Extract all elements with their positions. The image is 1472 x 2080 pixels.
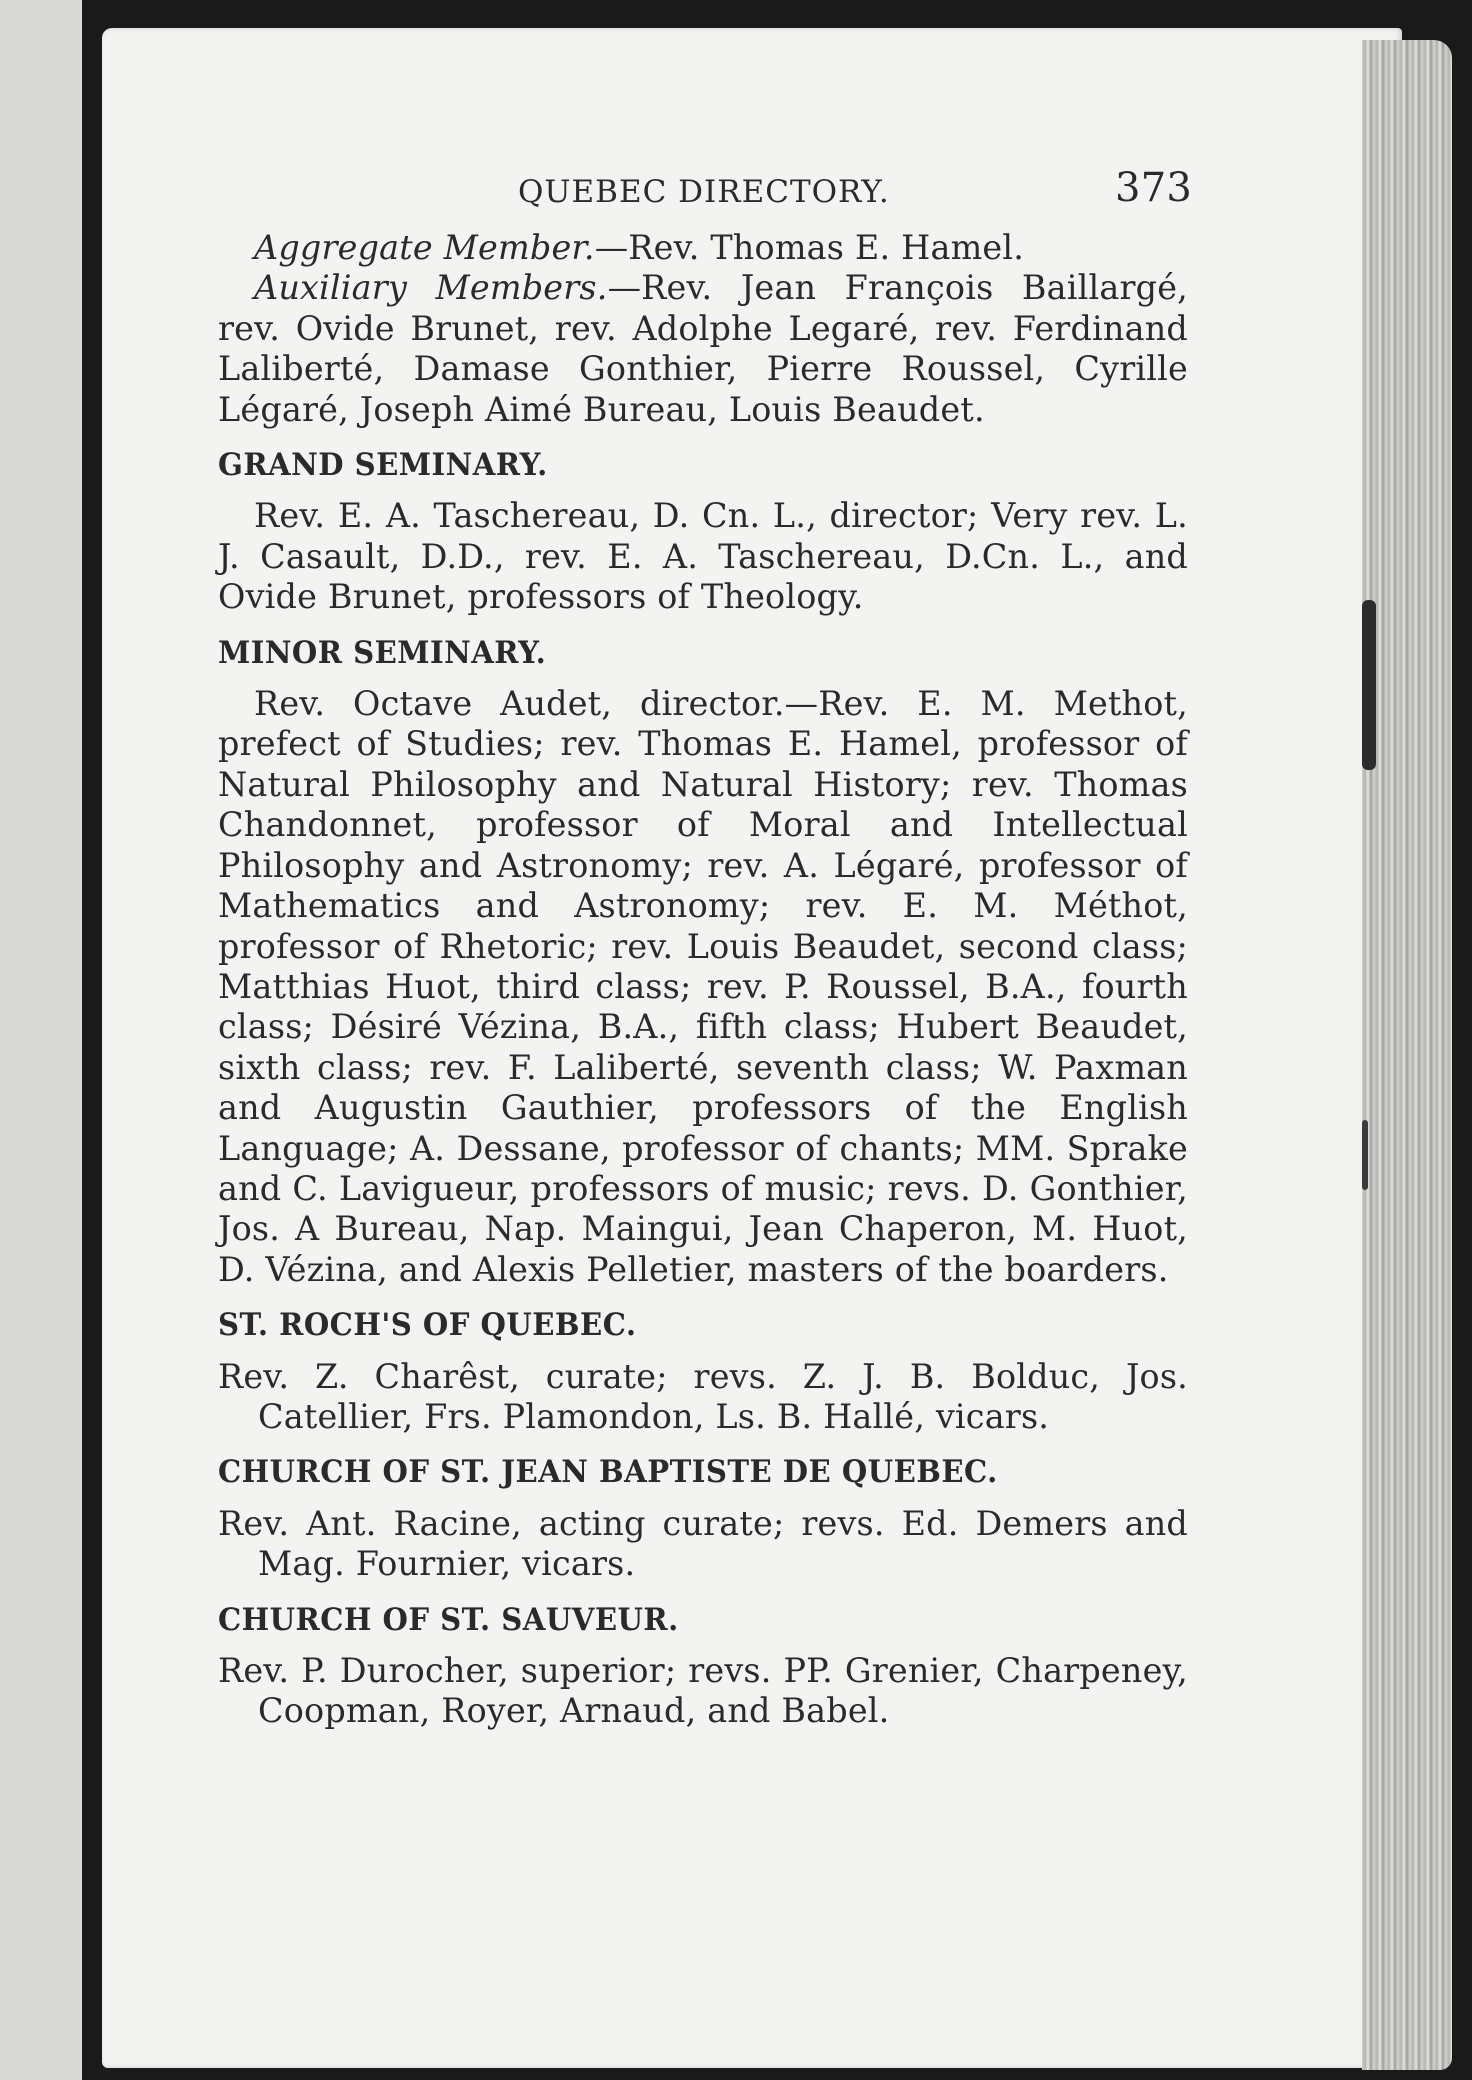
facing-page-edge — [0, 0, 92, 2080]
auxiliary-members-entry — [218, 268, 1188, 430]
page-content — [218, 165, 1192, 1732]
section-text-minor-seminary: Rev. Octave Audet, director.—Rev. E. M. Methot, prefect of Studies; rev. Thomas E. Hamel, professor of Natural Philosophy and Natural History; rev. Thomas Chandonnet, professor of Moral and Intellectual Philosophy and Astronomy; rev. A. Légaré, professor of Mathematics and Astronomy; rev. E. M. Méthot, professor of Rhetoric; rev. Louis Beaudet, second class; Matthias Huot, third class; rev. P. Roussel, B.A., fourth class; Désiré Vézina, B.A., fifth class; Hubert Beaudet, sixth class; rev. F. Laliberté, seventh class; W. Paxman and Augustin Gauthier, professors of the English Language; A. Dessane, professor of chants; MM. Sprake and C. Lavigueur, professors of music; revs. D. Gonthier, Jos. A Bureau, Nap. Maingui, Jean Chaperon, M. Huot, D. Vézina, and Alexis Pelletier, masters of the boarders. — [218, 684, 1188, 1289]
aggregate-member-entry — [218, 228, 1188, 268]
edge-mark — [1362, 1120, 1368, 1190]
page-edges — [1362, 40, 1452, 2070]
running-title: QUEBEC DIRECTORY. — [518, 174, 890, 210]
page-number: 373 — [1115, 165, 1192, 211]
section-heading-minor-seminary: MINOR SEMINARY. — [218, 634, 547, 671]
section-text-st-jean-baptiste: Rev. Ant. Racine, acting curate; revs. Ed. Demers and Mag. Fournier, vicars. — [218, 1503, 1188, 1584]
aggregate-text: —Rev. Thomas E. Hamel. — [594, 228, 1025, 267]
auxiliary-label: Auxiliary Members. — [254, 268, 608, 308]
section-text-st-sauveur: Rev. P. Durocher, superior; revs. PP. Grenier, Charpeney, Coopman, Royer, Arnaud, and Babel. — [218, 1651, 1188, 1731]
section-heading-st-jean-baptiste: CHURCH OF ST. JEAN BAPTISTE DE QUEBEC. — [218, 1454, 998, 1491]
section-text-st-roch: Rev. Z. Charêst, curate; revs. Z. J. B. Bolduc, Jos. Catellier, Frs. Plamondon, Ls. B. Hallé, vicars. — [218, 1356, 1188, 1436]
section-heading-st-roch: ST. ROCH'S OF QUEBEC. — [218, 1307, 637, 1344]
aggregate-label: Aggregate Member. — [254, 228, 595, 267]
section-heading-grand-seminary: GRAND SEMINARY. — [218, 447, 548, 484]
auxiliary-text: —Rev. Jean François Baillargé, rev. Ovide Brunet, rev. Adolphe Legaré, rev. Ferdinand Laliberté, Damase Gonthier, Pierre Roussel, Cyrille Légaré, Joseph Aimé Bureau, Louis Beaudet. — [218, 268, 1188, 429]
running-head — [218, 165, 1192, 220]
section-heading-st-sauveur: CHURCH OF ST. SAUVEUR. — [218, 1601, 679, 1638]
edge-mark — [1362, 600, 1376, 770]
section-text-grand-seminary: Rev. E. A. Taschereau, D. Cn. L., director; Very rev. L. J. Casault, D.D., rev. E. A. Taschereau, D.Cn. L., and Ovide Brunet, professors of Theology. — [218, 496, 1188, 617]
